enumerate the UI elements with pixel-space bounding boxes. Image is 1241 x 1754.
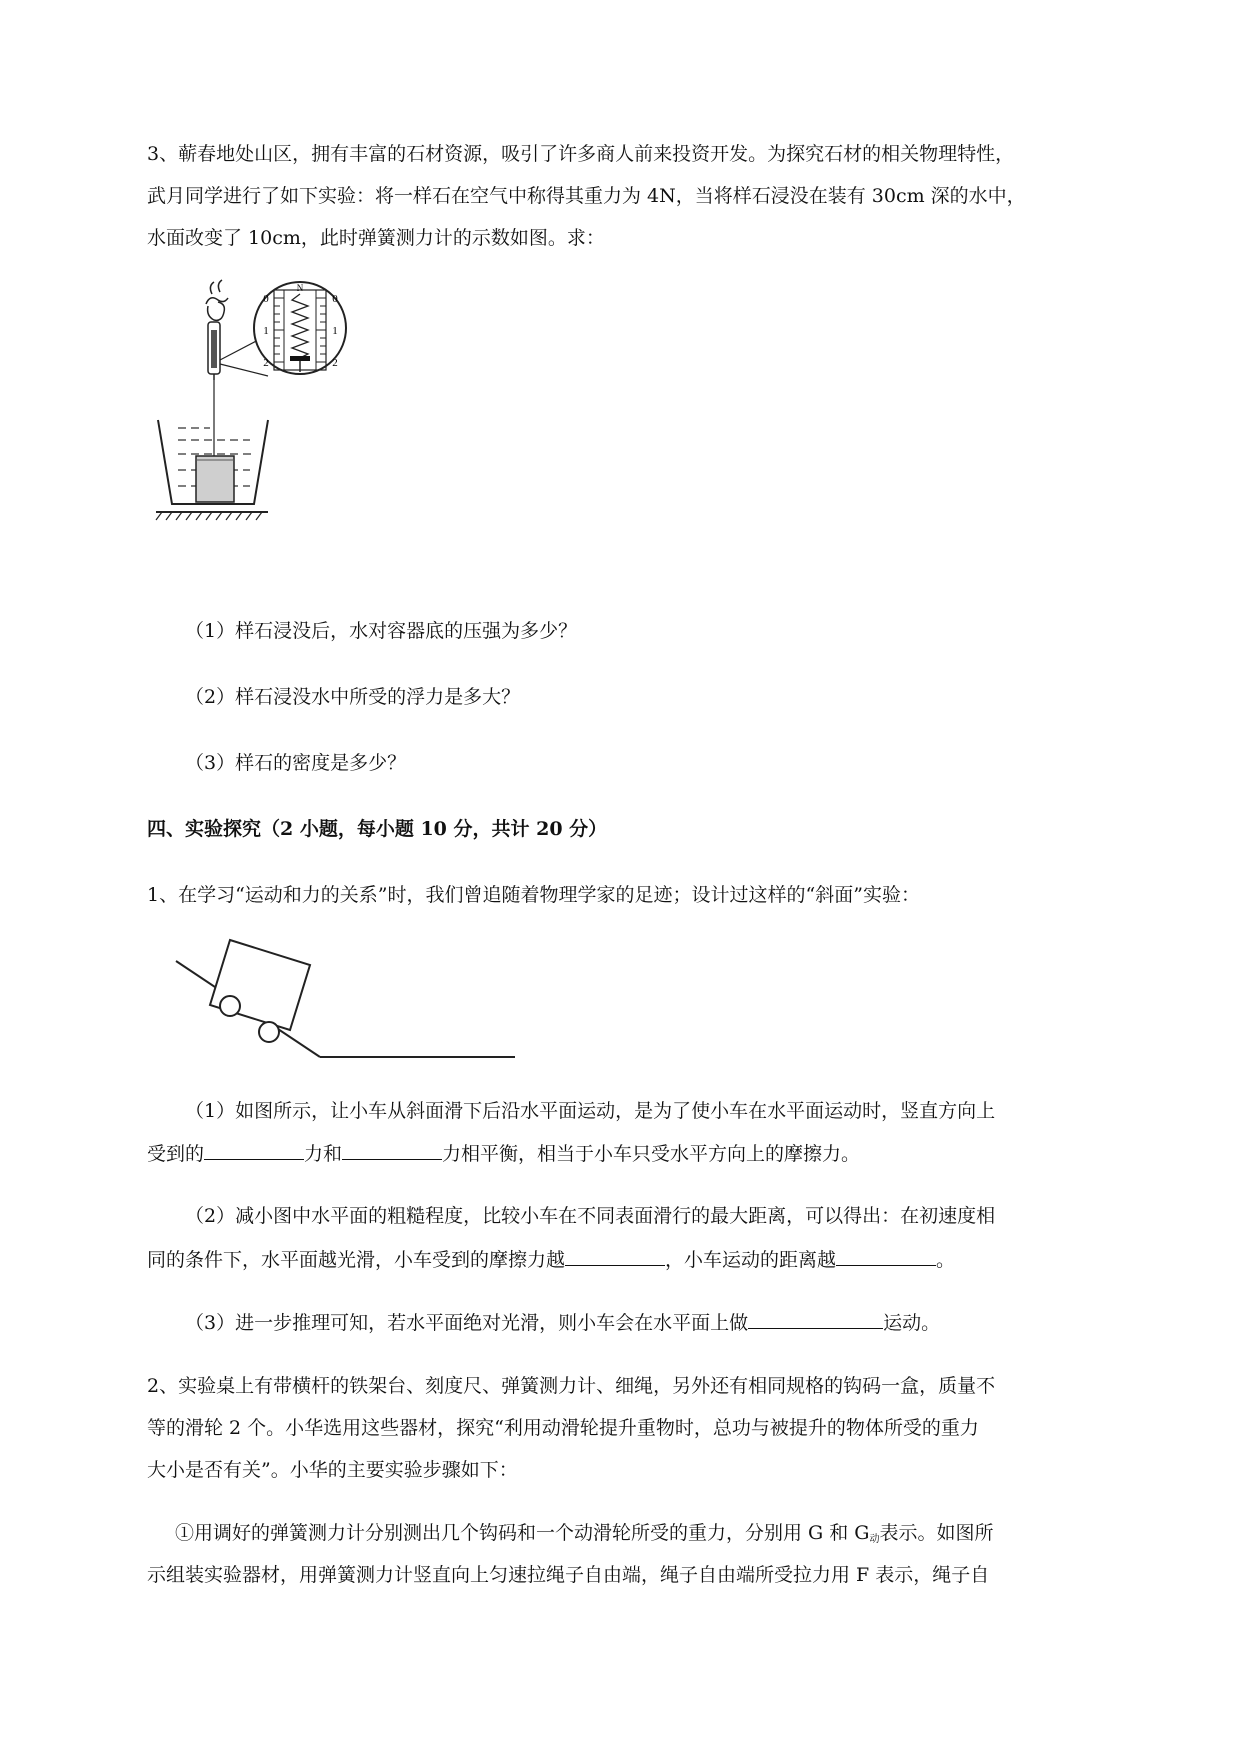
- q3-text-line-1: 3、蕲春地处山区，拥有丰富的石材资源，吸引了许多商人前来投资开发。为探究石材的相关物理特性，: [147, 143, 1015, 165]
- answer-blank-5[interactable]: [748, 1308, 883, 1329]
- e1-part1-text-c: 力相平衡，相当于小车只受水平方向上的摩擦力。: [442, 1143, 861, 1165]
- dial-right-tick-2: 2: [332, 357, 338, 369]
- spring-scale-figure: [150, 280, 410, 530]
- dial-right-tick-1: 1: [332, 325, 338, 337]
- e1-part1-text-a: 受到的: [147, 1143, 205, 1165]
- e2-step-1-text-a: ①用调好的弹簧测力计分别测出几个钩码和一个动滑轮所受的重力，分别用 G 和 G: [175, 1522, 870, 1544]
- e2-step-1-text-b: 表示。如图所: [879, 1522, 994, 1544]
- e2-step-1-line-2: 示组装实验器材，用弹簧测力计竖直向上匀速拉绳子自由端，绳子自由端所受拉力用 F 表示，绳子自: [147, 1564, 990, 1586]
- answer-blank-3[interactable]: [565, 1245, 665, 1266]
- answer-blank-1[interactable]: [204, 1139, 304, 1160]
- dial-right-tick-0: 0: [332, 293, 338, 305]
- q3-sub-question-1: （1）样石浸没后，水对容器底的压强为多少？: [185, 620, 578, 642]
- e1-part2-text-a: 同的条件下，水平面越光滑，小车受到的摩擦力越: [147, 1249, 566, 1271]
- e1-intro: 1、在学习“运动和力的关系”时，我们曾追随着物理学家的足迹；设计过这样的“斜面”实验：: [147, 884, 920, 906]
- e1-part1-text-b: 力和: [304, 1143, 343, 1165]
- g-subscript: 动: [869, 1534, 880, 1545]
- e1-part3: [185, 1308, 1195, 1337]
- e2-text-line-1: 2、实验桌上有带横杆的铁架台、刻度尺、弹簧测力计、细绳，另外还有相同规格的钩码一盒，质量不: [147, 1375, 996, 1397]
- answer-blank-2[interactable]: [342, 1139, 442, 1160]
- dial-left-tick-1: 1: [263, 325, 269, 337]
- e2-text-line-3: 大小是否有关”。小华的主要实验步骤如下：: [147, 1459, 518, 1481]
- e1-part3-text-b: 运动。: [883, 1312, 941, 1334]
- e1-part2-text-b: ，小车运动的距离越: [665, 1249, 837, 1271]
- e2-step-1-line-1: [175, 1519, 1185, 1554]
- q3-sub-question-3: （3）样石的密度是多少？: [185, 752, 407, 774]
- q3-text-line-3: 水面改变了 10cm，此时弹簧测力计的示数如图。求：: [147, 227, 605, 249]
- e1-part1-line-2: [147, 1139, 1157, 1168]
- incline-cart-figure: [170, 935, 520, 1070]
- dial-left-tick-2: 2: [263, 357, 269, 369]
- e1-part1-line-1: （1）如图所示，让小车从斜面滑下后沿水平面运动，是为了使小车在水平面运动时，竖直方向上: [185, 1100, 996, 1122]
- e1-part2-line-1: （2）减小图中水平面的粗糙程度，比较小车在不同表面滑行的最大距离，可以得出：在初速度相: [185, 1205, 996, 1227]
- dial-left-tick-0: 0: [263, 293, 269, 305]
- e1-part2-text-c: 。: [936, 1249, 956, 1271]
- e1-part2-line-2: [147, 1245, 1157, 1274]
- q3-sub-question-2: （2）样石浸没水中所受的浮力是多大？: [185, 686, 521, 708]
- e2-text-line-2: 等的滑轮 2 个。小华选用这些器材，探究“利用动滑轮提升重物时，总功与被提升的物体所受的重力: [147, 1417, 979, 1439]
- e1-part3-text-a: （3）进一步推理可知，若水平面绝对光滑，则小车会在水平面上做: [185, 1312, 749, 1334]
- dial-unit-label: N: [296, 283, 304, 293]
- section-4-heading: 四、实验探究（2 小题，每小题 10 分，共计 20 分）: [147, 818, 608, 840]
- q3-text-line-2: 武月同学进行了如下实验：将一样石在空气中称得其重力为 4N，当将样石浸没在装有 30cm 深的水中，: [147, 185, 1026, 207]
- answer-blank-4[interactable]: [836, 1245, 936, 1266]
